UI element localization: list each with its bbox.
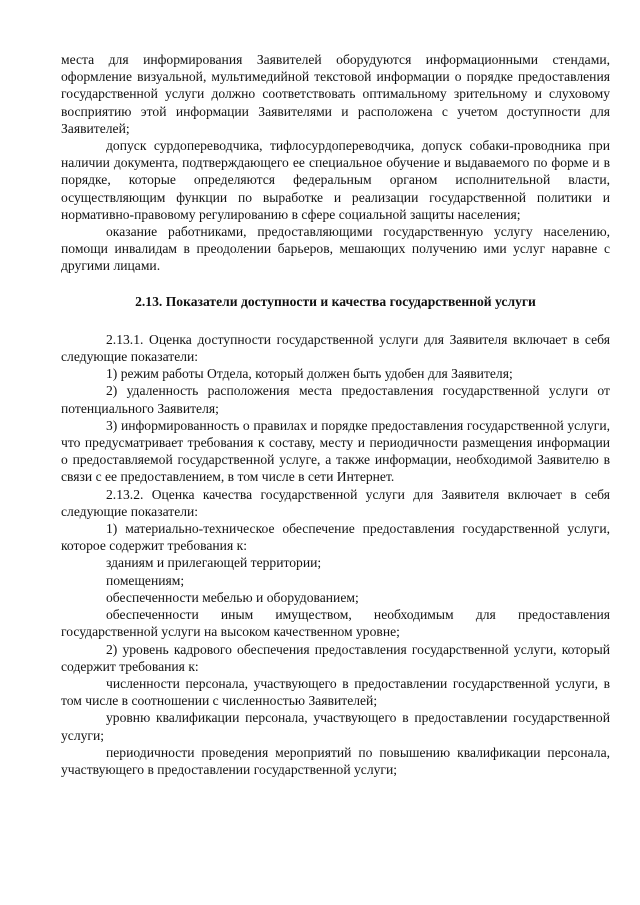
paragraph-2-13-2: 2.13.2. Оценка качества государственной услуги для Заявителя включает в себя следующие показатели: [61, 486, 610, 519]
list-item-buildings: зданиям и прилегающей территории; [106, 555, 322, 571]
paragraph-sign-interpreter: допуск сурдопереводчика, тифлосурдопереводчика, допуск собаки-проводника при наличии документа, подтверждающего ее специальное обучение и выдаваемого по форме и в порядке, которые определяются федеральным органом исполнительной власти, осуществляющим функции по выработке и реализации государственной политики и нормативно-правовому регулированию в сфере социальной защиты населения; [61, 138, 610, 222]
list-item-property: обеспеченности иным имуществом, необходимым для предоставления государственной услуги на высоком качественном уровне; [61, 607, 610, 640]
list-item-staff-count: численности персонала, участвующего в предоставлении государственной услуги, в том числе в соотношении с численностью Заявителей; [61, 675, 610, 709]
paragraph-info-stands: места для информирования Заявителей оборудуются информационными стендами, оформление визуальной, мультимедийной текстовой информации о порядке предоставления государственной услуги должно соответствовать оптимальному зрительному и слуховому восприятию этой информации Заявителями и расположена с учетом доступности для Заявителей; [61, 52, 610, 136]
paragraph-assistance: оказание работниками, предоставляющими государственную услугу населению, помощи инвалидам в преодолении барьеров, мешающих получению ими услуг наравне с другими лицами. [61, 224, 610, 274]
section-heading: 2.13. Показатели доступности и качества государственной услуги [135, 293, 536, 309]
list-item-premises: помещениям; [106, 572, 185, 588]
list-item-working-hours: 1) режим работы Отдела, который должен быть удобен для Заявителя; [106, 366, 513, 382]
list-item-training: периодичности проведения мероприятий по повышению квалификации персонала, участвующего в предоставлении государственной услуги; [61, 744, 610, 777]
paragraph-2-13-1: 2.13.1. Оценка доступности государственной услуги для Заявителя включает в себя следующие показатели: [61, 331, 610, 365]
list-item-remoteness: 2) удаленность расположения места предоставления государственной услуги от потенциального Заявителя; [61, 383, 610, 416]
list-item-informedness: 3) информированность о правилах и порядке предоставления государственной услуги, что предусматривает требования к составу, месту и периодичности размещения информации о предоставляемой государственной услуге, а также информации, необходимой Заявителю в связи с ее предоставлением, в том числе в сети Интернет. [61, 417, 610, 485]
list-item-material-support: 1) материально-техническое обеспечение предоставления государственной услуги, которое содержит требования к: [61, 521, 610, 554]
list-item-furniture: обеспеченности мебелью и оборудованием; [106, 589, 359, 605]
list-item-staffing: 2) уровень кадрового обеспечения предоставления государственной услуги, который содержит требования к: [61, 641, 610, 674]
list-item-qualification: уровню квалификации персонала, участвующего в предоставлении государственной услуги; [61, 710, 610, 743]
